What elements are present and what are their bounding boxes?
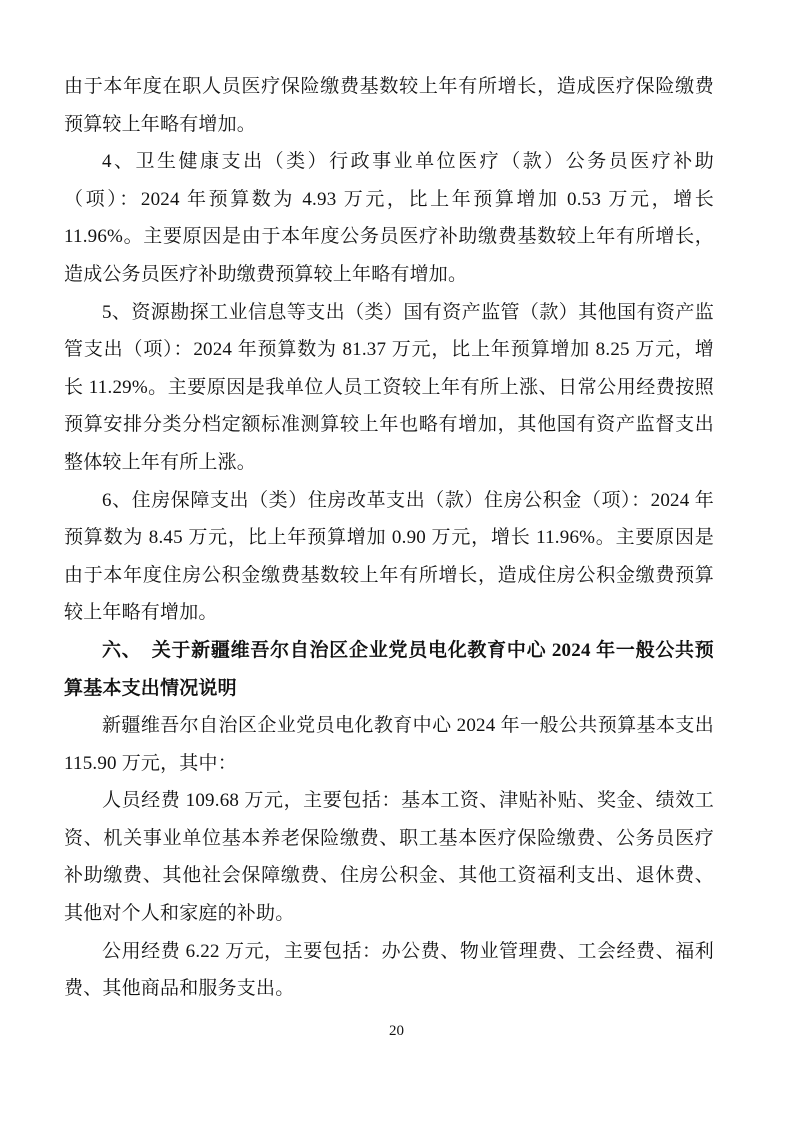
- document-body: [64, 68, 714, 1008]
- paragraph-continuation: 由于本年度在职人员医疗保险缴费基数较上年有所增长，造成医疗保险缴费预算较上年略有增加。: [64, 76, 714, 135]
- paragraph-item-6: 6、住房保障支出（类）住房改革支出（款）住房公积金（项）：2024 年预算数为 8.45 万元，比上年预算增加 0.90 万元，增长 11.96%。主要原因是由于本年度住房公积金缴费基数较上年有所增长，造成住房公积金缴费预算较上年略有增加。: [64, 489, 714, 624]
- paragraph-item-4: 4、卫生健康支出（类）行政事业单位医疗（款）公务员医疗补助（项）：2024 年预算数为 4.93 万元，比上年预算增加 0.53 万元，增长 11.96%。主要原因是由于本年度公务员医疗补助缴费基数较上年有所增长，造成公务员医疗补助缴费预算较上年略有增加。: [64, 151, 714, 285]
- paragraph-item-5: 5、资源勘探工业信息等支出（类）国有资产监管（款）其他国有资产监管支出（项）：2024 年预算数为 81.37 万元，比上年预算增加 8.25 万元，增长 11.29%。主要原因是我单位人员工资较上年有所上涨、日常公用经费按照预算安排分类分档定额标准测算较上年也略有增加，其他国有资产监督支出整体较上年有所上涨。: [64, 301, 714, 473]
- page-number: 20: [389, 1023, 404, 1039]
- paragraph-basic-expense-total: 新疆维吾尔自治区企业党员电化教育中心 2024 年一般公共预算基本支出 115.90 万元，其中：: [64, 715, 714, 774]
- paragraph-public-expense: 公用经费 6.22 万元，主要包括：办公费、物业管理费、工会经费、福利费、其他商品和服务支出。: [64, 940, 714, 1000]
- paragraph-personnel-expense: 人员经费 109.68 万元，主要包括：基本工资、津贴补贴、奖金、绩效工资、机关事业单位基本养老保险缴费、职工基本医疗保险缴费、公务员医疗补助缴费、其他社会保障缴费、住房公积金、其他工资福利支出、退休费、其他对个人和家庭的补助。: [64, 790, 714, 925]
- section-heading: 六、 关于新疆维吾尔自治区企业党员电化教育中心 2024 年一般公共预算基本支出情况说明: [64, 639, 714, 699]
